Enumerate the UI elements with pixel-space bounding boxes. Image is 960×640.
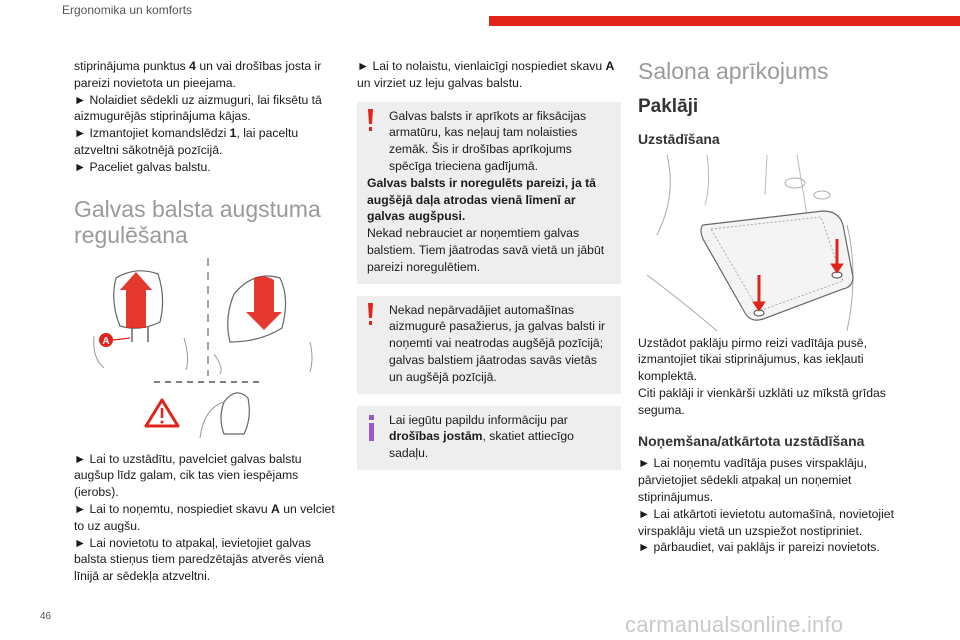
paragraph: ► Lai atkārtoti ievietotu automašīnā, novietojiet virspaklāju vietā un uzspiežot nostipriniet.: [638, 506, 894, 538]
paragraph: ► Izmantojiet komandslēdzi 1, lai paceltu atzveltni sākotnējā pozīcijā.: [74, 126, 299, 157]
info-text: Lai iegūtu papildu informāciju par drošības jostām, skatiet attiecīgo sadaļu.: [389, 412, 574, 461]
info-icon: [369, 415, 374, 441]
headrest-illustration: [74, 258, 342, 448]
section-heading: Paklāji: [638, 96, 699, 117]
column-middle: [357, 58, 621, 470]
warning-text: Nekad nepārvadājiet automašīnas aizmugurē pasažierus, ja galvas balsti ir noņemti vai neatrodas augšējā pozīcijā; galvas balstiem jāatrodas savās vietās un augšējā pozīcijā.: [389, 302, 606, 384]
paragraph: ► Paceliet galvas balstu.: [74, 159, 211, 174]
exclamation-icon: [367, 109, 374, 133]
watermark: carmanualsonline.info: [625, 612, 844, 637]
paragraph: ► Lai to nolaistu, vienlaicīgi nospiediet skavu A un virziet uz leju galvas balstu.: [357, 59, 615, 90]
warning-text: Nekad nebrauciet ar noņemtiem galvas balstiem. Tiem jāatrodas savā vietā un jābūt pareizi noregulētiem.: [367, 226, 605, 274]
paragraph: ► pārbaudiet, vai paklājs ir pareizi novietots.: [638, 540, 880, 555]
header-accent-bar: [489, 16, 960, 26]
warning-text-bold: Galvas balsts ir noregulēts pareizi, ja tā augšējā daļa atrodas vienā līmenī ar galvas augšpusi.: [367, 175, 596, 224]
paragraph: Citi paklāji ir vienkārši uzklāti uz mīkstā grīdas seguma.: [638, 385, 886, 417]
warning-box: [357, 296, 621, 394]
section-heading: Galvas balsta augstuma regulēšana: [74, 195, 321, 248]
chapter-title: Salona aprīkojums: [638, 58, 829, 84]
figure-label: A: [102, 335, 110, 347]
paragraph: ► Lai noņemtu vadītāja puses virspaklāju, pārvietojiet sēdekli atpakaļ un noņemiet stiprinājumus.: [638, 456, 867, 504]
exclamation-icon: [367, 303, 374, 327]
info-box: [357, 406, 621, 470]
subsection-heading: Uzstādīšana: [638, 130, 720, 147]
column-left: [74, 58, 342, 585]
warning-text: Galvas balsts ir aprīkots ar fiksācijas armatūru, kas neļauj tam nolaisties zemāk. Šis ir drošības aprīkojums spēcīga trieciena gadījumā.: [389, 108, 587, 173]
page-number: 46: [40, 611, 52, 622]
paragraph: ► Lai to noņemtu, nospiediet skavu A un velciet to uz augšu.: [74, 501, 335, 533]
paragraph: ► Lai novietotu to atpakaļ, ievietojiet galvas balsta stieņus tiem paredzētajās atverēs vienā līnijā ar sēdekļa atzveltni.: [74, 535, 324, 584]
subsection-heading: Noņemšana/atkārtota uzstādīšana: [638, 432, 865, 449]
paragraph: Uzstādot paklāju pirmo reizi vadītāja pusē, izmantojiet tikai stiprinājumus, kas iekļauti komplektā.: [638, 335, 867, 384]
paragraph: ► Nolaidiet sēdekli uz aizmuguri, lai fiksētu tā aizmugurējās stiprinājuma kājas.: [74, 92, 322, 124]
paragraph: stiprinājuma punktus 4 un vai drošības josta ir pareizi novietota un pieejama.: [74, 59, 322, 90]
floor-mat-illustration: [647, 155, 867, 333]
paragraph: ► Lai to uzstādītu, pavelciet galvas balstu augšup līdz galam, cik tas vien iespējams (ierobs).: [74, 451, 302, 500]
warning-box: [357, 102, 621, 284]
column-right: [638, 58, 906, 556]
section-header: Ergonomika un komforts: [62, 3, 193, 17]
